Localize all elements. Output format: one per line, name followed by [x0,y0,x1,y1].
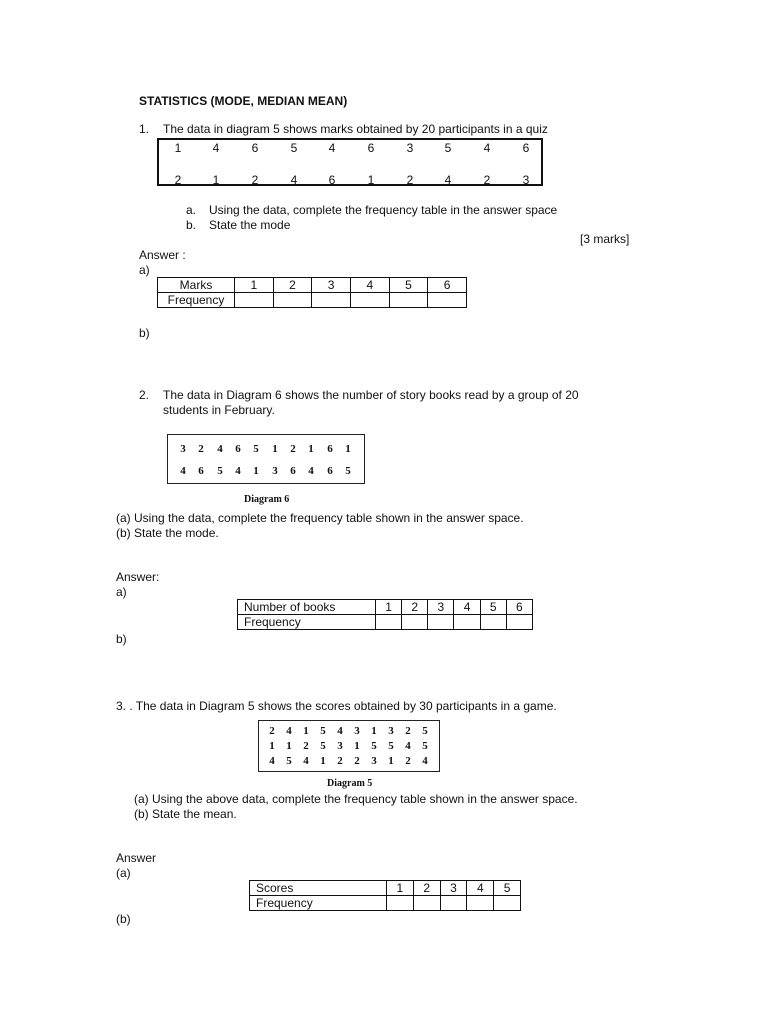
table-header-cell: Frequency [238,615,376,630]
data-value: 1 [272,443,278,455]
data-value: 1 [174,141,182,155]
q1-number: 1. [139,122,150,136]
q3-data-row-3 [259,754,439,768]
frequency-answer-cell[interactable] [428,293,467,308]
q1-marks: [3 marks] [580,232,630,246]
q2-answer-a: a) [116,585,127,599]
data-value: 2 [303,740,309,752]
data-value: 1 [367,173,375,187]
table-row [158,293,467,308]
table-value-cell: 2 [273,278,312,293]
data-value: 1 [253,465,259,477]
data-value: 6 [367,141,375,155]
data-value: 6 [327,443,333,455]
q2-answer-label: Answer: [116,570,160,584]
q1-text: The data in diagram 5 shows marks obtained by 20 participants in a quiz [163,122,548,136]
data-value: 5 [320,725,326,737]
q1-part-a-text: Using the data, complete the frequency table in the answer space [209,203,558,217]
q3-diagram-caption: Diagram 5 [327,778,373,789]
data-value: 4 [328,141,336,155]
q2-text-line-2: students in February. [163,403,275,417]
data-value: 2 [354,755,360,767]
table-value-cell: 6 [506,600,532,615]
table-value-cell: 3 [428,600,454,615]
table-value-cell: 1 [376,600,402,615]
table-value-cell: 1 [235,278,274,293]
data-value: 2 [174,173,182,187]
frequency-answer-cell[interactable] [312,293,351,308]
q3-text: 3. . The data in Diagram 5 shows the scores obtained by 30 participants in a game. [116,699,557,713]
frequency-answer-cell[interactable] [494,896,521,911]
data-value: 1 [303,725,309,737]
table-header-cell: Frequency [250,896,387,911]
data-value: 4 [212,141,220,155]
frequency-answer-cell[interactable] [387,896,414,911]
frequency-answer-cell[interactable] [389,293,428,308]
frequency-answer-cell[interactable] [413,896,440,911]
data-value: 1 [269,740,275,752]
data-value: 1 [320,755,326,767]
data-value: 3 [522,173,530,187]
data-value: 4 [286,725,292,737]
table-header-cell: Scores [250,881,387,896]
data-value: 3 [406,141,414,155]
data-value: 2 [483,173,491,187]
data-value: 4 [269,755,275,767]
data-value: 5 [422,725,428,737]
q3-answer-b: (b) [116,912,131,926]
data-value: 3 [180,443,186,455]
data-value: 3 [371,755,377,767]
q2-data-row-1 [168,442,364,456]
frequency-answer-cell[interactable] [376,615,402,630]
data-value: 6 [235,443,241,455]
data-value: 5 [253,443,259,455]
data-value: 2 [251,173,259,187]
data-value: 2 [198,443,204,455]
data-value: 6 [251,141,259,155]
q2-part-a-text: (a) Using the data, complete the frequency table shown in the answer space. [116,511,524,525]
data-value: 1 [308,443,314,455]
q1-answer-a: a) [139,263,150,277]
data-value: 5 [345,465,351,477]
data-value: 4 [180,465,186,477]
table-value-cell: 3 [312,278,351,293]
table-header-cell: Frequency [158,293,235,308]
q2-data-row-2 [168,464,364,478]
data-value: 2 [290,443,296,455]
table-value-cell: 2 [402,600,428,615]
q1-data-row-2 [159,173,541,187]
q1-answer-b: b) [139,326,150,340]
data-value: 6 [290,465,296,477]
table-value-cell: 5 [494,881,521,896]
data-value: 2 [406,173,414,187]
q3-part-a-text: (a) Using the above data, complete the frequency table shown in the answer space. [134,792,578,806]
q2-number: 2. [139,388,150,402]
table-header-cell: Number of books [238,600,376,615]
q1-part-b-text: State the mode [209,218,291,232]
q1-answer-label: Answer : [139,248,186,262]
data-value: 2 [269,725,275,737]
data-value: 4 [290,173,298,187]
table-value-cell: 2 [413,881,440,896]
q1-part-a-label: a. [186,203,197,217]
data-value: 4 [422,755,428,767]
q2-answer-b: b) [116,632,127,646]
frequency-answer-cell[interactable] [350,293,389,308]
q2-data-box [167,434,365,484]
q3-data-row-2 [259,739,439,753]
q1-data-box [157,138,543,186]
q2-diagram-caption: Diagram 6 [244,494,290,505]
q1-part-b-label: b. [186,218,197,232]
table-header-cell: Marks [158,278,235,293]
data-value: 6 [328,173,336,187]
data-value: 6 [327,465,333,477]
data-value: 6 [522,141,530,155]
data-value: 4 [308,465,314,477]
table-row [250,896,521,911]
data-value: 5 [320,740,326,752]
data-value: 6 [198,465,204,477]
table-value-cell: 4 [350,278,389,293]
q3-frequency-table [249,880,521,911]
data-value: 4 [444,173,452,187]
q1-frequency-table [157,277,467,308]
q2-text-line-1: The data in Diagram 6 shows the number of story books read by a group of 20 [163,388,579,402]
table-row [238,615,533,630]
table-value-cell: 4 [467,881,494,896]
data-value: 3 [337,740,343,752]
data-value: 2 [405,755,411,767]
q2-frequency-table [237,599,533,630]
data-value: 4 [337,725,343,737]
data-value: 4 [217,443,223,455]
data-value: 1 [354,740,360,752]
frequency-answer-cell[interactable] [273,293,312,308]
data-value: 2 [337,755,343,767]
data-value: 5 [444,141,452,155]
data-value: 2 [405,725,411,737]
table-value-cell: 5 [480,600,506,615]
data-value: 1 [212,173,220,187]
data-value: 5 [388,740,394,752]
data-value: 5 [371,740,377,752]
table-value-cell: 1 [387,881,414,896]
data-value: 5 [422,740,428,752]
data-value: 4 [235,465,241,477]
frequency-answer-cell[interactable] [402,615,428,630]
frequency-answer-cell[interactable] [454,615,480,630]
page-title: STATISTICS (MODE, MEDIAN MEAN) [139,94,348,108]
q3-answer-label: Answer [116,851,157,865]
table-row [250,881,521,896]
frequency-answer-cell[interactable] [428,615,454,630]
frequency-answer-cell[interactable] [506,615,532,630]
data-value: 4 [483,141,491,155]
data-value: 1 [286,740,292,752]
q3-part-b-text: (b) State the mean. [134,807,237,821]
q2-part-b-text: (b) State the mode. [116,526,219,540]
table-value-cell: 3 [440,881,467,896]
frequency-answer-cell[interactable] [440,896,467,911]
q1-data-row-1 [159,141,541,155]
table-value-cell: 6 [428,278,467,293]
q3-data-box [258,720,440,772]
data-value: 3 [354,725,360,737]
q3-data-row-1 [259,724,439,738]
table-row [238,600,533,615]
table-value-cell: 4 [454,600,480,615]
data-value: 5 [217,465,223,477]
data-value: 3 [388,725,394,737]
data-value: 1 [388,755,394,767]
data-value: 1 [371,725,377,737]
data-value: 4 [405,740,411,752]
data-value: 5 [286,755,292,767]
frequency-answer-cell[interactable] [235,293,274,308]
frequency-answer-cell[interactable] [467,896,494,911]
q3-answer-a: (a) [116,866,131,880]
table-row [158,278,467,293]
data-value: 4 [303,755,309,767]
data-value: 1 [345,443,351,455]
frequency-answer-cell[interactable] [480,615,506,630]
table-value-cell: 5 [389,278,428,293]
data-value: 5 [290,141,298,155]
data-value: 3 [272,465,278,477]
